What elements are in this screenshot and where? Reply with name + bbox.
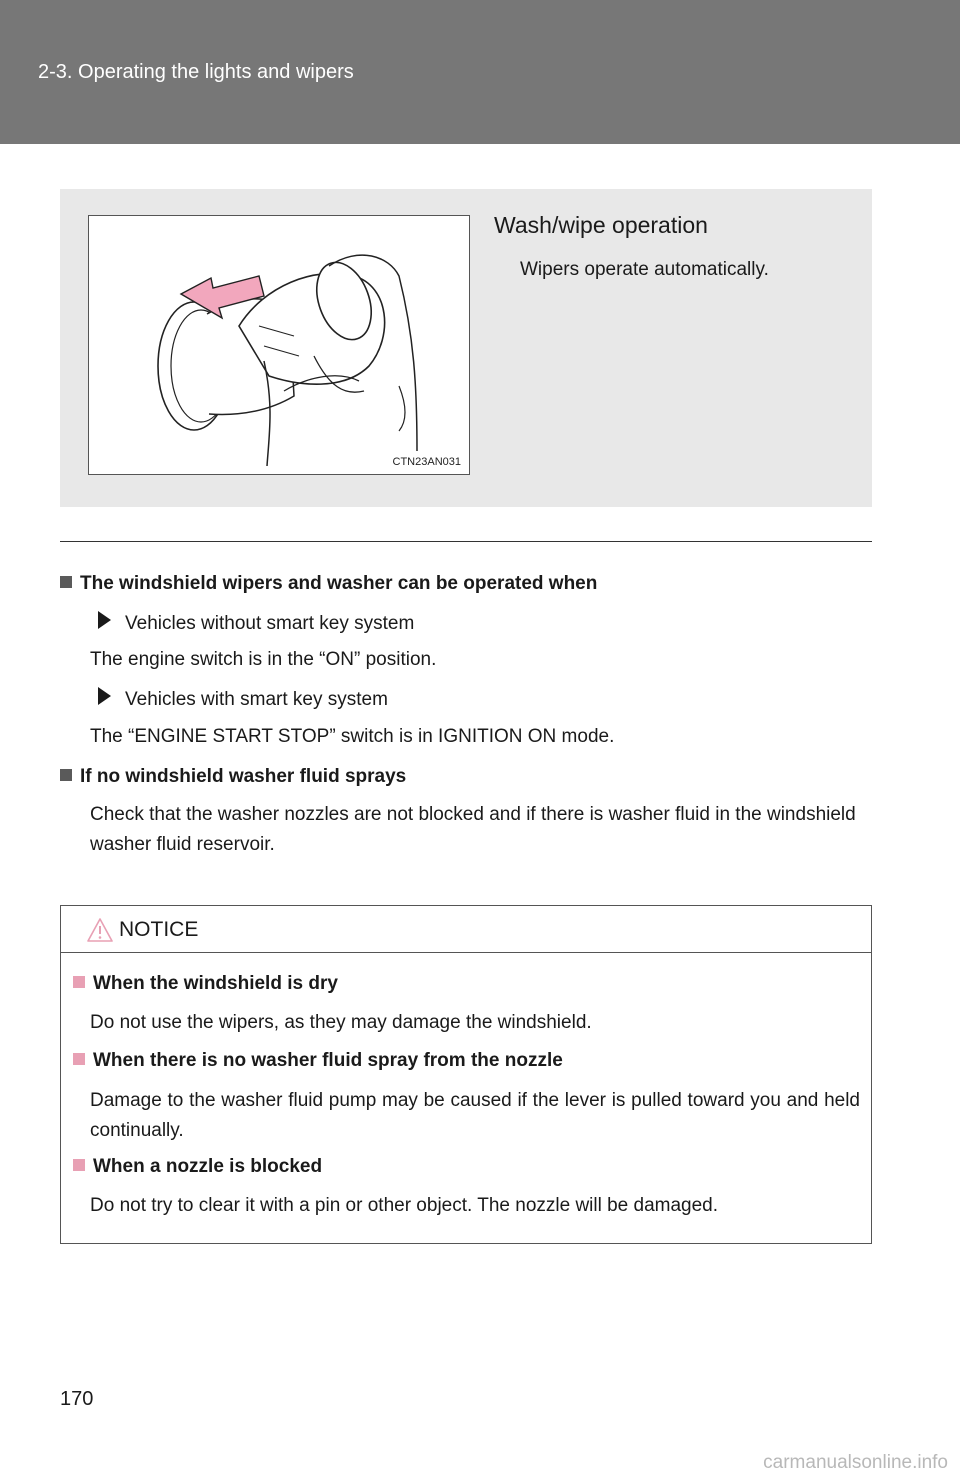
- square-bullet-icon: [60, 576, 72, 588]
- notice-box: [60, 905, 872, 1244]
- note-heading: The windshield wipers and washer can be operated when: [60, 573, 597, 595]
- figure-code: CTN23AN031: [392, 456, 461, 468]
- warning-triangle-icon: [87, 918, 113, 942]
- notice-title: NOTICE: [119, 918, 199, 941]
- condition-bullet: Vehicles without smart key system: [98, 611, 414, 635]
- note-text: The “ENGINE START STOP” switch is in IGNITION ON mode.: [90, 726, 615, 747]
- square-bullet-icon: [60, 769, 72, 781]
- notice-item-heading: When there is no washer fluid spray from the nozzle: [73, 1050, 563, 1072]
- operation-description: Wipers operate automatically.: [520, 259, 769, 280]
- square-bullet-icon: [73, 1053, 85, 1065]
- watermark: carmanualsonline.info: [763, 1452, 948, 1473]
- notice-item-text: Do not use the wipers, as they may damage the windshield.: [90, 1012, 592, 1033]
- notice-item-text: Damage to the washer fluid pump may be caused if the lever is pulled toward you and held continually.: [90, 1090, 860, 1141]
- note-text: Check that the washer nozzles are not blocked and if there is washer fluid in the windshield washer fluid reservoir.: [90, 804, 856, 855]
- notice-header: [61, 906, 871, 953]
- square-bullet-icon: [73, 976, 85, 988]
- note-heading: If no windshield washer fluid sprays: [60, 766, 406, 788]
- page-header: [0, 0, 960, 144]
- operation-title: Wash/wipe operation: [494, 212, 708, 238]
- figure-panel: [60, 189, 872, 507]
- page-number: 170: [60, 1388, 94, 1410]
- notice-item-text: Do not try to clear it with a pin or other object. The nozzle will be damaged.: [90, 1195, 719, 1216]
- note-text: The engine switch is in the “ON” position.: [90, 649, 437, 670]
- condition-bullet: Vehicles with smart key system: [98, 687, 388, 711]
- square-bullet-icon: [73, 1159, 85, 1171]
- lever-drawing: [89, 216, 469, 474]
- section-divider: [60, 541, 872, 542]
- triangle-bullet-icon: [98, 611, 111, 629]
- notice-item-heading: When the windshield is dry: [73, 973, 338, 995]
- section-title: 2-3. Operating the lights and wipers: [38, 61, 354, 83]
- triangle-bullet-icon: [98, 687, 111, 705]
- notice-item-heading: When a nozzle is blocked: [73, 1156, 322, 1178]
- wiper-lever-illustration: [88, 215, 470, 475]
